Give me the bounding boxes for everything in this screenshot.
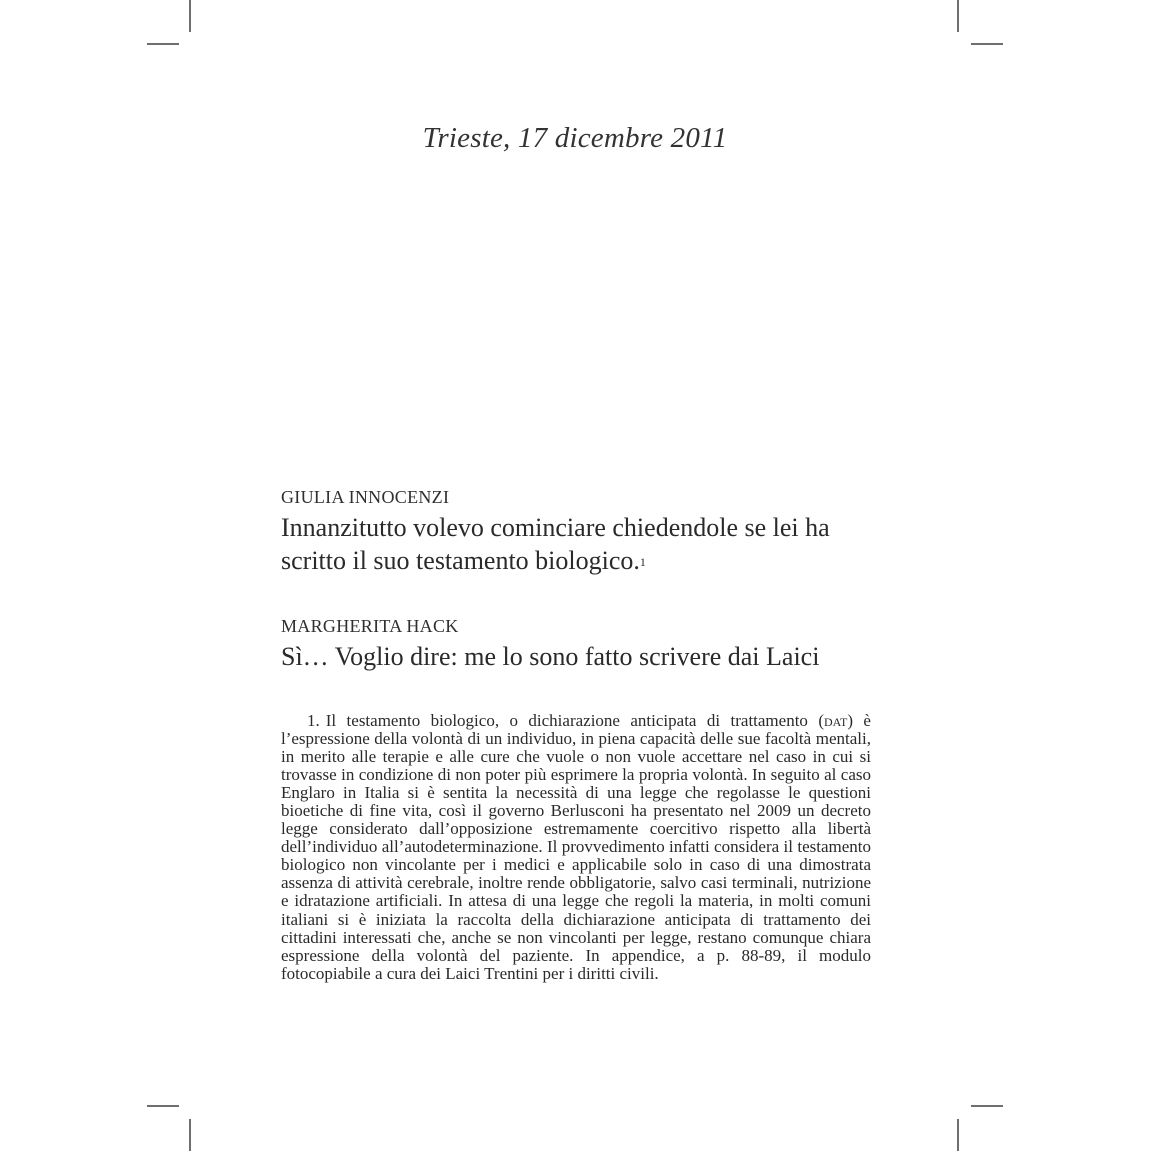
speech-line: [281, 544, 871, 577]
speech-line-text: scritto il suo testamento biologico.: [281, 546, 640, 575]
footnote: [281, 712, 871, 983]
footnote-text-part2: ) è l’espressione della volontà di un individuo, in piena capacità delle sue facoltà mentali, in merito alle terapie e alle cure che vuole o non vuole accettare nel caso in cui si trovasse in condizione di non poter più esprimere la propria volontà. In seguito al caso Englaro in Italia si è sentita la necessità di una legge che regolasse le questioni bioetiche di fine vita, così il governo Berlusconi ha presentato nel 2009 un decreto legge considerato dall’opposizione estremamente coercitivo rispetto alla libertà dell’individuo all’autodeterminazione. Il provvedimento infatti considera il testamento biologico non vincolante per i medici e applicabile solo in caso di una dimostrata assenza di attività cerebrale, inoltre rende obbligatorie, salvo casi terminali, nutrizione e idratazione artificiali. In attesa di una legge che regoli la materia, in molti comuni italiani si è iniziata la raccolta della dichiarazione anticipata di trattamento dei cittadini interessati che, anche se non vincolanti per legge, restano comunque chiara espressione della volontà del paziente. In appendice, a p. 88-89, il modulo fotocopiabile a cura dei Laici Trentini per i diritti civili.: [281, 711, 871, 983]
crop-mark-top-left-horizontal: [147, 43, 179, 45]
footnote-number: 1.: [307, 711, 320, 730]
footnote-reference[interactable]: 1: [639, 555, 646, 569]
speech-line: Sì… Voglio dire: me lo sono fatto scrivere dai Laici: [281, 642, 820, 671]
speaker-name: GIULIA INNOCENZI: [281, 487, 450, 507]
speech-text: [281, 511, 871, 577]
footnote-text-part1: Il testamento biologico, o dichiarazione anticipata di trattamento (: [325, 711, 825, 730]
dialogue-entry-hack: [281, 615, 871, 673]
date-heading: Trieste, 17 dicembre 2011: [422, 122, 728, 154]
crop-mark-top-right-vertical: [957, 0, 959, 32]
crop-mark-bottom-left-horizontal: [147, 1105, 179, 1107]
footnote-abbreviation: dat: [824, 711, 848, 730]
crop-mark-bottom-right-horizontal: [971, 1105, 1003, 1107]
crop-mark-bottom-left-vertical: [189, 1119, 191, 1151]
crop-mark-bottom-right-vertical: [957, 1119, 959, 1151]
dialogue-entry-innocenzi: [281, 486, 871, 577]
speaker-name: MARGHERITA HACK: [281, 616, 459, 636]
speech-text: [281, 640, 871, 673]
crop-mark-top-left-vertical: [189, 0, 191, 32]
speech-line: Innanzitutto volevo cominciare chiedendole se lei ha: [281, 513, 830, 542]
crop-mark-top-right-horizontal: [971, 43, 1003, 45]
